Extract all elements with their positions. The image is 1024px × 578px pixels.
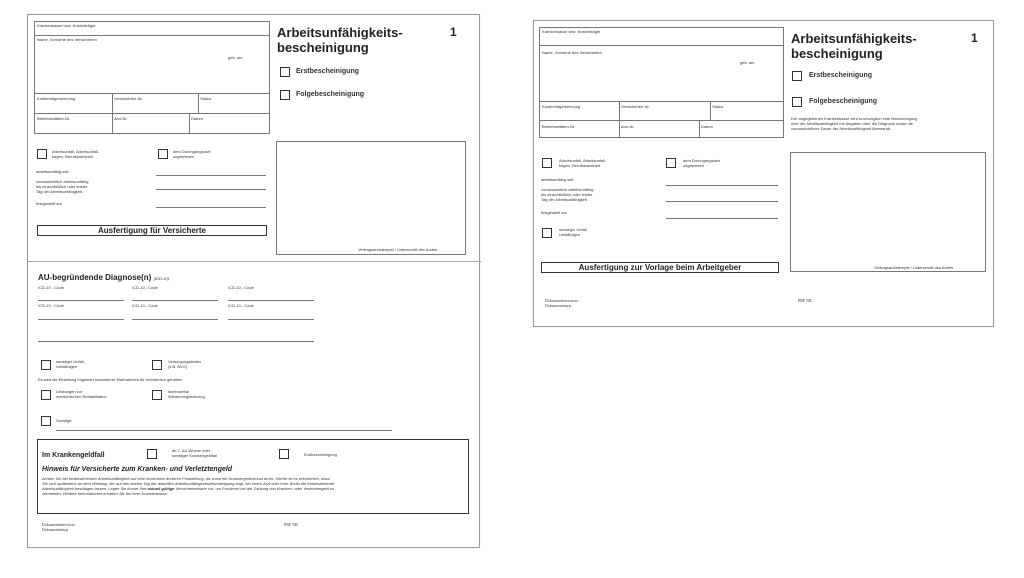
icd-code-label-2: ICD-10 - Code xyxy=(132,285,158,290)
site-no-label: Betriebsstätten-Nr. xyxy=(542,124,576,129)
carrier-id-label: Kostenträgerkennung xyxy=(37,96,76,101)
final-cert-checkbox[interactable] xyxy=(279,449,289,459)
followup-cert-label: Folgebescheinigung xyxy=(296,91,365,98)
form-number: 1 xyxy=(971,31,978,45)
rehab-label: Leistungen zur medizinischen Rehabilitation xyxy=(56,389,107,399)
determined-on-label: festgestellt am xyxy=(541,210,567,215)
patient-header-box xyxy=(539,27,784,138)
other-accident-checkbox[interactable] xyxy=(41,360,51,370)
icd-code-label-3: ICD-10 - Code xyxy=(228,285,254,290)
other-measures-checkbox[interactable] xyxy=(41,416,51,426)
other-accident-label: sonstiger Unfall, Unfallfolgen xyxy=(559,227,588,237)
first-cert-label: Erstbescheinigung xyxy=(296,68,360,75)
diagnosis-title: AU-begründende Diagnose(n) (ICD-10) xyxy=(38,273,169,282)
followup-cert-label: Folgebescheinigung xyxy=(809,98,878,105)
other-measures-label: Sonstige xyxy=(56,418,72,423)
gradual-return-checkbox[interactable] xyxy=(152,390,162,400)
name-label: Name, Vorname des Versicherten xyxy=(37,37,97,42)
determined-on-field[interactable] xyxy=(156,207,266,208)
name-label: Name, Vorname des Versicherten xyxy=(542,50,602,55)
info-text: Der angegebenen Krankenkasse wird unverzüglich eine Bescheinigung über die Arbeitsunfähigkeit mit Angaben über die Diagnose sowie die voraussichtliche Dauer der Arbeitsunfähigkeit übersandt. xyxy=(791,116,918,131)
date-label: Datum xyxy=(701,124,713,129)
stamp-label: Vertragsarztstempel / Unterschrift des Arztes xyxy=(874,265,954,270)
other-accident-checkbox[interactable] xyxy=(542,228,552,238)
insured-no-label: Versicherten-Nr. xyxy=(621,104,650,109)
first-cert-label: Erstbescheinigung xyxy=(809,72,873,79)
notice-title: Hinweis für Versicherte zum Kranken- und Verletztengeld xyxy=(42,466,233,473)
work-accident-label: Arbeitsunfall, Arbeitsunfall- folgen, Berufskrankheit xyxy=(52,149,100,159)
born-label: geb. am xyxy=(228,55,243,60)
insured-no-label: Versicherten-Nr. xyxy=(114,96,143,101)
icd-code-label-5: ICD-10 - Code xyxy=(132,303,158,308)
stamp-box xyxy=(790,152,986,272)
determined-on-label: festgestellt am xyxy=(36,201,62,206)
born-label: geb. am xyxy=(740,60,755,65)
sick-pay-title: Im Krankengeldfall xyxy=(42,452,105,459)
date-label: Datum xyxy=(191,116,203,121)
expected-until-field[interactable] xyxy=(156,189,266,190)
icd-code-label-1: ICD-10 - Code xyxy=(38,285,64,290)
expected-until-label: voraussichtlich arbeitsunfähig bis einschließlich oder letzter Tag der Arbeitsunfähigkeit xyxy=(36,179,89,194)
doc-meta: Dokumentenversion: Dokumententyp: xyxy=(545,298,579,308)
unfit-since-label: arbeitsunfähig seit xyxy=(36,169,69,174)
other-accident-label: sonstiger Unfall, Unfallfolgen xyxy=(56,359,85,369)
icd-code-label-4: ICD-10 - Code xyxy=(38,303,64,308)
measures-text: Es wird die Einleitung folgender besonderer Maßnahmen für erforderlich gehalten xyxy=(38,377,183,382)
form-number: 1 xyxy=(450,25,457,39)
week7-checkbox[interactable] xyxy=(147,449,157,459)
dgarzt-checkbox[interactable] xyxy=(666,158,676,168)
expected-until-label: voraussichtlich arbeitsunfähig bis einschließlich oder letzter Tag der Arbeitsunfähigkeit xyxy=(541,187,594,202)
dgarzt-checkbox[interactable] xyxy=(158,149,168,159)
insurer-label: Krankenkasse bzw. Kostenträger xyxy=(37,23,96,28)
prf-nr: PRF NR. xyxy=(284,522,299,527)
work-accident-checkbox[interactable] xyxy=(542,158,552,168)
site-no-label: Betriebsstätten-Nr. xyxy=(37,116,71,121)
unfit-since-label: arbeitsunfähig seit xyxy=(541,177,574,182)
gradual-return-label: stufenweise Wiedereingliederung xyxy=(168,389,205,399)
status-label: Status xyxy=(712,104,724,109)
pension-checkbox[interactable] xyxy=(152,360,162,370)
first-cert-checkbox[interactable] xyxy=(792,71,802,81)
dgarzt-label: dem Durchgangsarzt zugewiesen xyxy=(173,149,211,159)
prf-nr: PRF NR. xyxy=(798,298,813,303)
work-accident-label: Arbeitsunfall, Arbeitsunfall- folgen, Berufskrankheit xyxy=(559,158,607,168)
unfit-since-field[interactable] xyxy=(156,175,266,176)
doc-meta: Dokumentenversion: Dokumententyp: xyxy=(42,522,76,532)
carrier-id-label: Kostenträgerkennung xyxy=(542,104,581,109)
rehab-checkbox[interactable] xyxy=(41,390,51,400)
insurer-label: Krankenkasse bzw. Kostenträger xyxy=(542,29,601,34)
work-accident-checkbox[interactable] xyxy=(37,149,47,159)
icd-code-label-6: ICD-10 - Code xyxy=(228,303,254,308)
determined-on-field[interactable] xyxy=(666,218,778,219)
doctor-no-label: Arzt-Nr. xyxy=(114,116,128,121)
form-sheet-employer-copy xyxy=(533,20,994,327)
form-title: Arbeitsunfähigkeits- bescheinigung xyxy=(791,31,917,61)
expected-until-field[interactable] xyxy=(666,201,778,202)
first-cert-checkbox[interactable] xyxy=(280,67,290,77)
dgarzt-label: dem Durchgangsarzt zugewiesen xyxy=(683,158,721,168)
unfit-since-field[interactable] xyxy=(666,185,778,186)
form-sheet-employee-copy xyxy=(27,14,480,548)
notice-text: Achten Sie bei fortbestehender Arbeitsunfähigkeit auf eine lückenlose ärztliche Feststellung, da sonst ein Krankengeldverlust droht. Hierfür ist es erforderlich, dass Sie sich spätestens an dem Werktag, der auf den letzten Tag der aktuellen Arbeitsunfähigkeitsbescheinigung folgt, bei Ihrem Arzt oder Ihrer Ärztin die fortbestehende Arbeitsunfähigkeit bestätigen lassen. Legen Sie immer Ihre aktuell gültige Versichertenkarte vor, um Probleme bei der Zahlung von Kranken- oder Verletztengeld zu vermeiden. Weitere Informationen erhalten Sie bei Ihrer Krankenkasse. xyxy=(42,476,335,496)
form-title: Arbeitsunfähigkeits- bescheinigung xyxy=(277,25,403,55)
doctor-no-label: Arzt-Nr. xyxy=(621,124,635,129)
followup-cert-checkbox[interactable] xyxy=(792,97,802,107)
copy-banner: Ausfertigung für Versicherte xyxy=(37,225,267,236)
final-cert-label: Endbescheinigung xyxy=(304,452,337,457)
status-label: Status xyxy=(200,96,212,101)
followup-cert-checkbox[interactable] xyxy=(280,90,290,100)
copy-banner: Ausfertigung zur Vorlage beim Arbeitgeber xyxy=(541,262,779,273)
stamp-box xyxy=(276,141,466,255)
stamp-label: Vertragsarztstempel / Unterschrift des Arztes xyxy=(358,247,438,252)
pension-label: Versorgungsleiden (z.B. BVG) xyxy=(168,359,202,369)
other-measures-field[interactable] xyxy=(56,430,392,431)
week7-label: ab 7. AU-Woche oder sonstiger Krankengeldfall xyxy=(172,448,217,458)
